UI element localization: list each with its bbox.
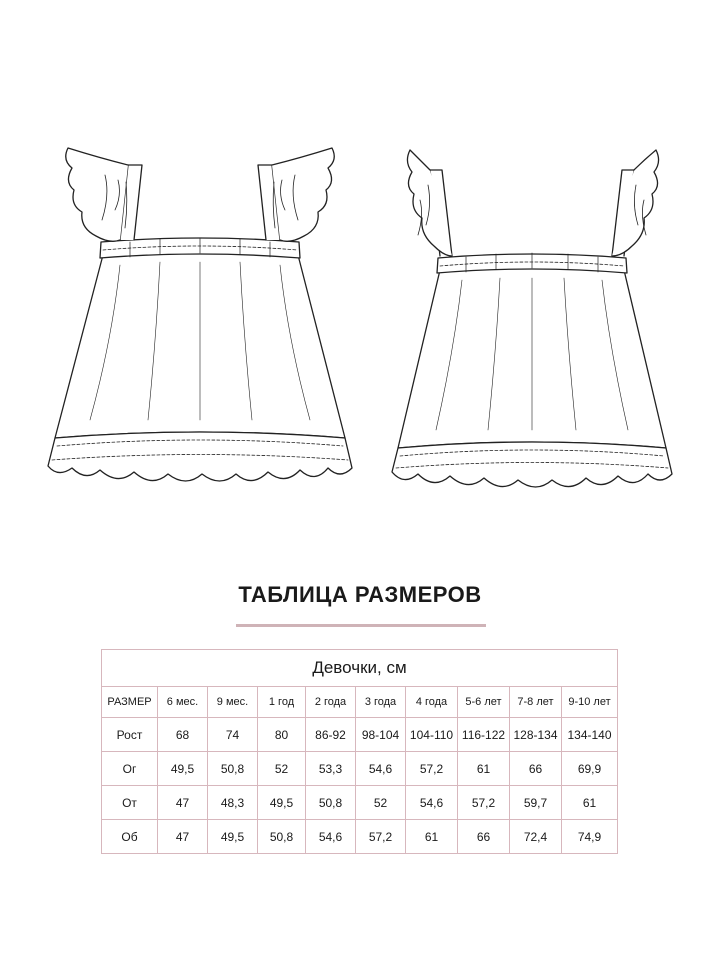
table-cell: 50,8 xyxy=(208,752,258,786)
table-cell: 61 xyxy=(406,820,458,854)
table-cell: 54,6 xyxy=(306,820,356,854)
back-view-sketch xyxy=(392,150,672,487)
table-cell: 116-122 xyxy=(458,718,510,752)
table-cell: 61 xyxy=(562,786,618,820)
table-cell: 57,2 xyxy=(406,752,458,786)
table-cell: 47 xyxy=(158,820,208,854)
column-header: 3 года xyxy=(356,687,406,718)
column-header: 5-6 лет xyxy=(458,687,510,718)
table-cell: 53,3 xyxy=(306,752,356,786)
column-header: 4 года xyxy=(406,687,458,718)
column-header: 9-10 лет xyxy=(562,687,618,718)
table-cell: 128-134 xyxy=(510,718,562,752)
column-header: 1 год xyxy=(258,687,306,718)
table-row xyxy=(102,786,618,820)
row-label: Рост xyxy=(102,718,158,752)
table-row xyxy=(102,820,618,854)
title-underline xyxy=(236,624,486,627)
table-cell: 52 xyxy=(258,752,306,786)
table-caption: Девочки, см xyxy=(102,650,618,687)
column-header: 2 года xyxy=(306,687,356,718)
table-cell: 74,9 xyxy=(562,820,618,854)
table-cell: 49,5 xyxy=(258,786,306,820)
table-cell: 66 xyxy=(458,820,510,854)
table-cell: 66 xyxy=(510,752,562,786)
table-cell: 48,3 xyxy=(208,786,258,820)
column-header: 6 мес. xyxy=(158,687,208,718)
table-cell: 74 xyxy=(208,718,258,752)
table-cell: 54,6 xyxy=(406,786,458,820)
table-cell: 61 xyxy=(458,752,510,786)
table-cell: 98-104 xyxy=(356,718,406,752)
table-cell: 104-110 xyxy=(406,718,458,752)
column-header: РАЗМЕР xyxy=(102,687,158,718)
table-cell: 80 xyxy=(258,718,306,752)
front-view-sketch xyxy=(48,148,352,481)
table-cell: 49,5 xyxy=(158,752,208,786)
table-cell: 49,5 xyxy=(208,820,258,854)
size-chart-table xyxy=(101,649,618,854)
row-label: Ог xyxy=(102,752,158,786)
table-cell: 86-92 xyxy=(306,718,356,752)
row-label: Об xyxy=(102,820,158,854)
table-cell: 59,7 xyxy=(510,786,562,820)
table-cell: 50,8 xyxy=(306,786,356,820)
column-header: 7-8 лет xyxy=(510,687,562,718)
table-cell: 72,4 xyxy=(510,820,562,854)
page-title: ТАБЛИЦА РАЗМЕРОВ xyxy=(238,582,482,607)
table-cell: 57,2 xyxy=(356,820,406,854)
column-header: 9 мес. xyxy=(208,687,258,718)
table-cell: 134-140 xyxy=(562,718,618,752)
table-row xyxy=(102,718,618,752)
table-cell: 47 xyxy=(158,786,208,820)
table-header-row xyxy=(102,687,618,718)
table-row xyxy=(102,752,618,786)
table-cell: 54,6 xyxy=(356,752,406,786)
row-label: От xyxy=(102,786,158,820)
table-cell: 57,2 xyxy=(458,786,510,820)
table-cell: 52 xyxy=(356,786,406,820)
table-cell: 50,8 xyxy=(258,820,306,854)
table-cell: 69,9 xyxy=(562,752,618,786)
table-cell: 68 xyxy=(158,718,208,752)
